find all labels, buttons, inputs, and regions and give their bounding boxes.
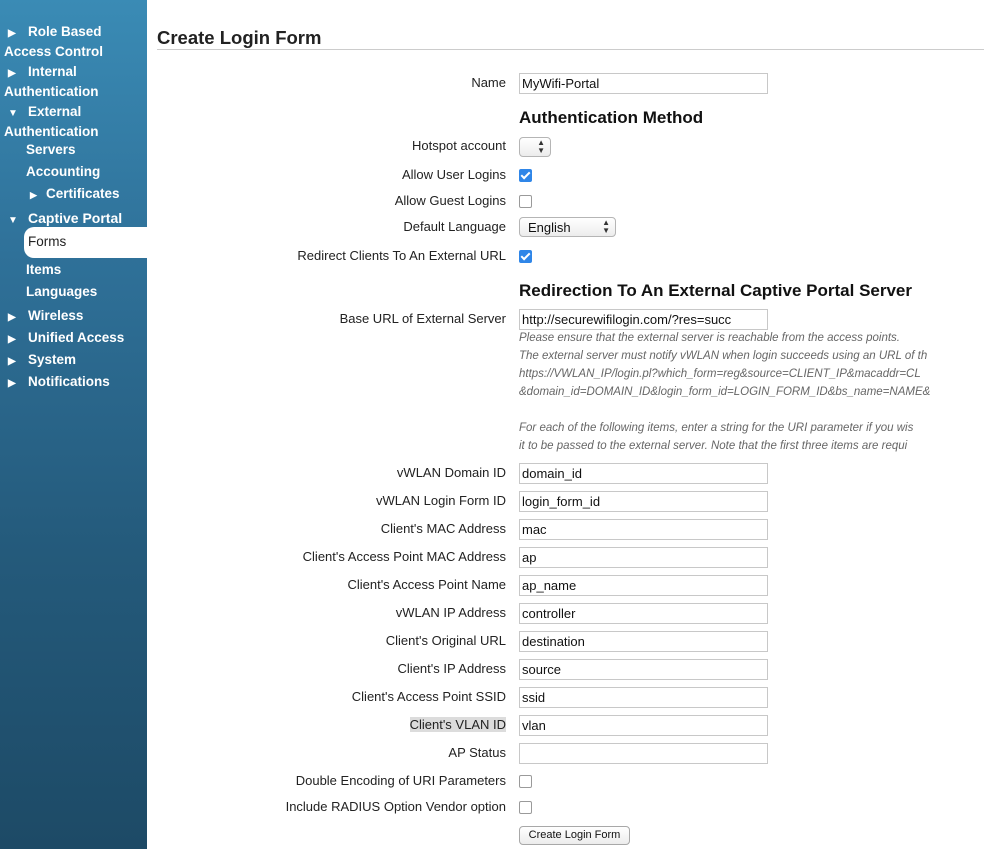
expand-triangle-icon: ▶ — [8, 334, 16, 345]
allow-user-logins-label: Allow User Logins — [401, 167, 506, 182]
sidebar-item-unified-access[interactable]: ▶ Unified Access — [4, 329, 147, 349]
redirect-external-url-label: Redirect Clients To An External URL — [297, 248, 506, 263]
collapse-triangle-icon: ▼ — [8, 108, 18, 119]
radius-vendor-option-checkbox[interactable] — [519, 801, 532, 814]
auth-method-heading: Authentication Method — [519, 108, 704, 127]
sidebar — [0, 0, 147, 849]
redirection-heading: Redirection To An External Captive Portal Server — [519, 281, 913, 300]
allow-guest-logins-checkbox[interactable] — [519, 195, 532, 208]
hotspot-account-select[interactable] — [519, 137, 551, 157]
expand-triangle-icon: ▶ — [8, 356, 16, 367]
param-label-ap-status: AP Status — [448, 745, 506, 760]
help-text-line: &domain_id=DOMAIN_ID&login_form_id=LOGIN_FORM_ID&bs_name=NAME& — [519, 386, 931, 398]
name-input[interactable]: MyWifi-Portal — [519, 73, 768, 94]
param-label-original-url: Client's Original URL — [385, 633, 506, 648]
radius-vendor-option-label: Include RADIUS Option Vendor option — [285, 799, 506, 814]
default-language-label: Default Language — [403, 219, 506, 234]
param-label-domain-id: vWLAN Domain ID — [396, 465, 506, 480]
sidebar-item-notifications[interactable]: ▶ Notifications — [4, 373, 147, 393]
sidebar-item-forms[interactable] — [24, 227, 147, 258]
param-label-ap-ssid: Client's Access Point SSID — [351, 689, 506, 704]
expand-triangle-icon: ▶ — [8, 28, 16, 39]
param-input-client-ip[interactable]: source — [519, 659, 768, 680]
default-language-select[interactable] — [519, 217, 616, 237]
redirect-external-url-checkbox[interactable] — [519, 250, 532, 263]
param-label-client-ip: Client's IP Address — [397, 661, 506, 676]
title-divider — [157, 49, 984, 50]
sidebar-item-servers[interactable]: Servers — [26, 142, 76, 157]
param-input-ap-name[interactable]: ap_name — [519, 575, 768, 596]
param-input-ap-mac[interactable]: ap — [519, 547, 768, 568]
expand-triangle-icon: ▶ — [30, 190, 37, 200]
param-input-original-url[interactable]: destination — [519, 631, 768, 652]
sidebar-item-captive-portal[interactable]: ▼ Captive Portal — [4, 209, 147, 230]
double-encoding-checkbox[interactable] — [519, 775, 532, 788]
sidebar-item-certificates[interactable]: ▶ Certificates — [30, 185, 120, 204]
sidebar-item-external-authentication[interactable]: ▼ External Authentication — [4, 104, 99, 139]
param-label-login-form-id: vWLAN Login Form ID — [375, 493, 506, 508]
param-input-vlan-id[interactable]: vlan — [519, 715, 768, 736]
param-input-login-form-id[interactable]: login_form_id — [519, 491, 768, 512]
param-label-ap-name: Client's Access Point Name — [347, 577, 506, 592]
param-label-vlan-id: Client's VLAN ID — [409, 717, 506, 732]
select-value: English — [528, 220, 571, 235]
param-label-vwlan-ip: vWLAN IP Address — [395, 605, 506, 620]
allow-user-logins-checkbox[interactable] — [519, 169, 532, 182]
expand-triangle-icon: ▶ — [8, 312, 16, 323]
select-arrows-icon: ▲ ▼ — [602, 218, 610, 235]
sidebar-item-wireless[interactable]: ▶ Wireless — [4, 307, 147, 327]
sidebar-item-items[interactable]: Items — [26, 262, 62, 277]
page-title: Create Login Form — [157, 27, 322, 48]
sidebar-item-internal-authentication[interactable]: ▶ Internal Authentication — [4, 64, 99, 99]
sidebar-item-label: Forms — [28, 234, 67, 249]
sidebar-item-languages[interactable]: Languages — [26, 284, 98, 299]
double-encoding-label: Double Encoding of URI Parameters — [295, 773, 506, 788]
param-input-mac-address[interactable]: mac — [519, 519, 768, 540]
base-url-input[interactable]: http://securewifilogin.com/?res=succ — [519, 309, 768, 330]
param-input-ap-ssid[interactable]: ssid — [519, 687, 768, 708]
help-text-line: Please ensure that the external server is reachable from the access points. — [519, 332, 900, 344]
select-arrows-icon: ▲ ▼ — [537, 138, 545, 155]
param-input-vwlan-ip[interactable]: controller — [519, 603, 768, 624]
help-text-line: For each of the following items, enter a string for the URI parameter if you wis — [519, 422, 914, 434]
name-label: Name — [471, 75, 506, 90]
allow-guest-logins-label: Allow Guest Logins — [394, 193, 506, 208]
help-text-line: The external server must notify vWLAN when login succeeds using an URL of th — [519, 350, 928, 362]
expand-triangle-icon: ▶ — [8, 68, 16, 79]
help-text-line: it to be passed to the external server. Note that the first three items are requi — [519, 440, 908, 452]
param-input-ap-status[interactable] — [519, 743, 768, 764]
sidebar-item-accounting[interactable]: Accounting — [26, 164, 101, 179]
help-text-line: https://VWLAN_IP/login.pl?which_form=reg&source=CLIENT_IP&macaddr=CL — [519, 368, 921, 380]
sidebar-item-system[interactable]: ▶ System — [4, 351, 147, 371]
param-input-domain-id[interactable]: domain_id — [519, 463, 768, 484]
hotspot-account-label: Hotspot account — [412, 138, 506, 153]
base-url-label: Base URL of External Server — [339, 311, 506, 326]
expand-triangle-icon: ▶ — [8, 378, 16, 389]
sidebar-item-role-based-access-control[interactable]: ▶ Role Based Access Control — [4, 24, 104, 59]
collapse-triangle-icon: ▼ — [8, 215, 18, 226]
param-label-ap-mac: Client's Access Point MAC Address — [302, 549, 506, 564]
create-login-form-button[interactable]: Create Login Form — [519, 826, 630, 845]
param-label-mac-address: Client's MAC Address — [380, 521, 506, 536]
